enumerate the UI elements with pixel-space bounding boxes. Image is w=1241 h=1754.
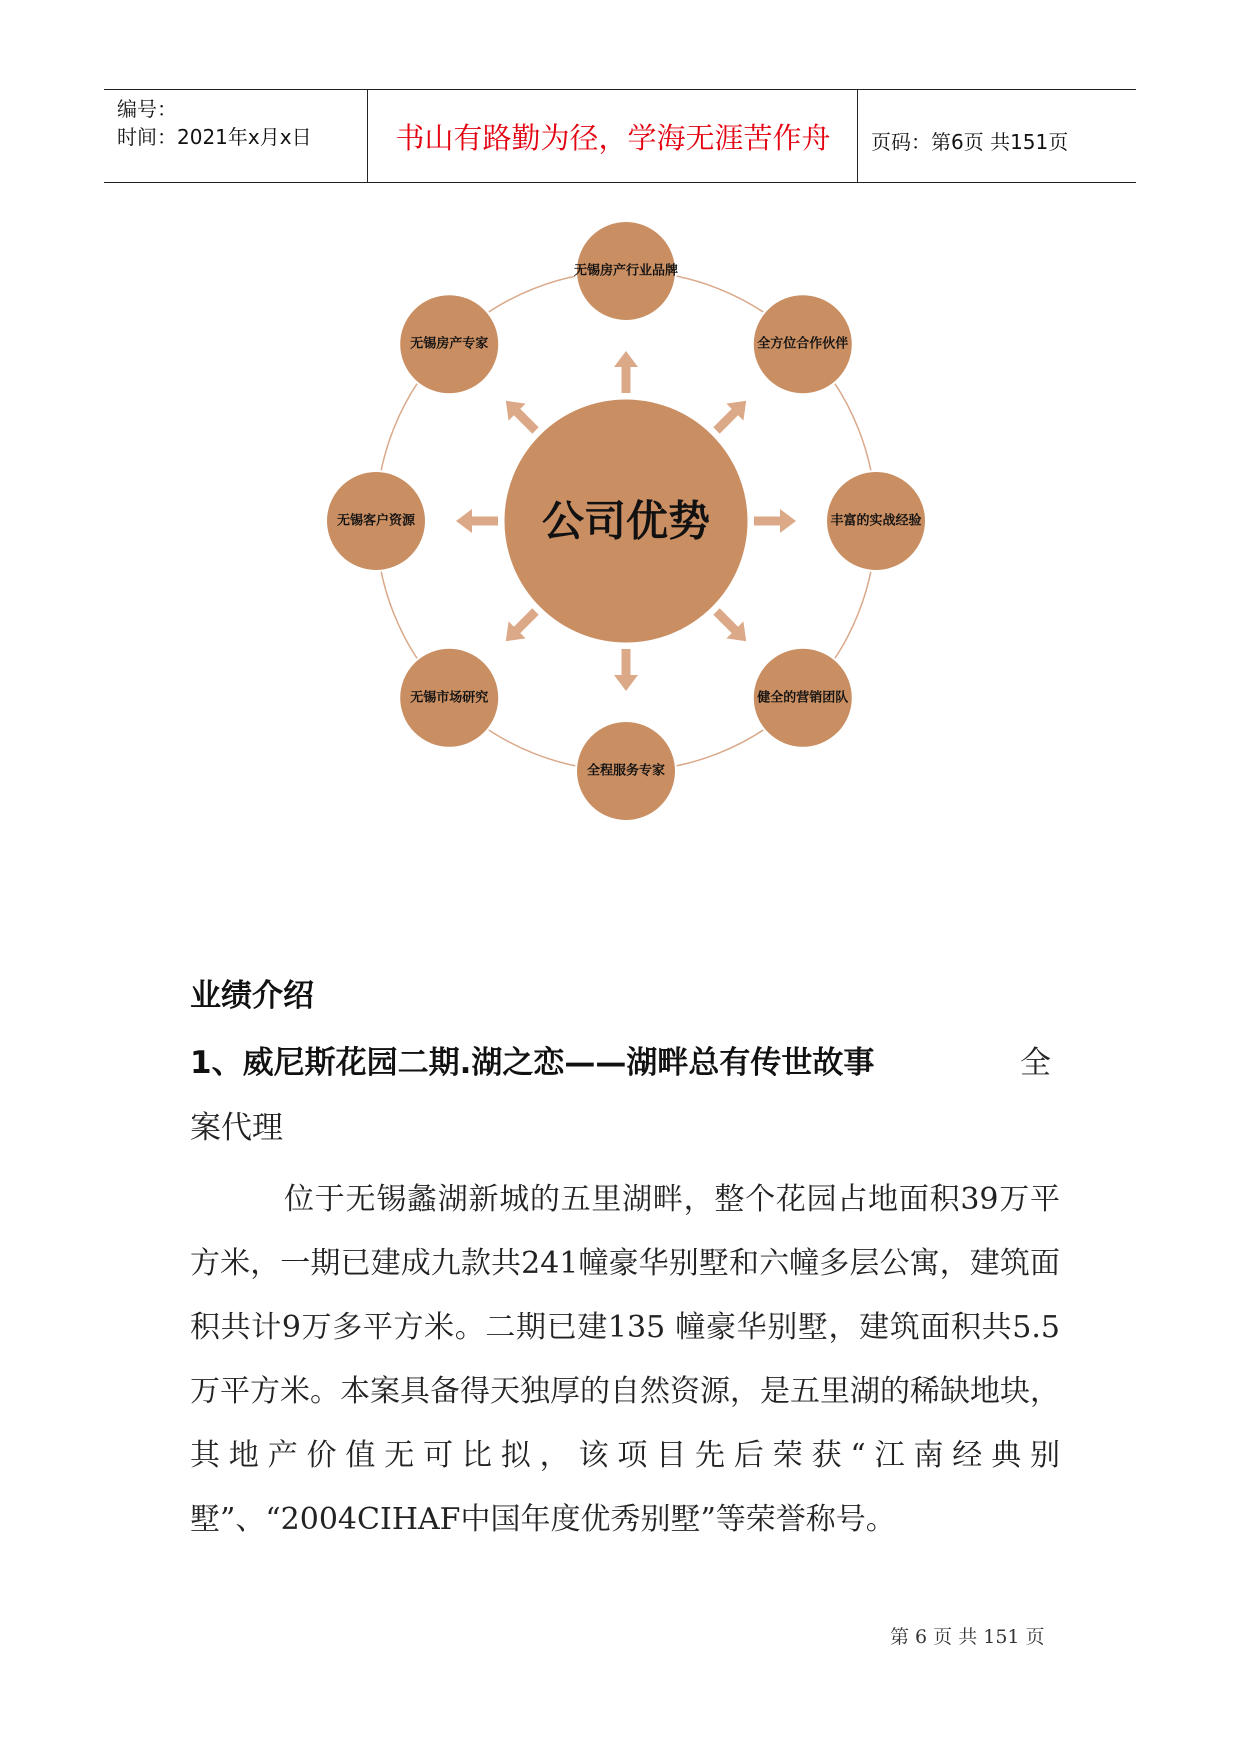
arrow-icon xyxy=(713,608,746,641)
node-label: 无锡市场研究 xyxy=(410,690,489,706)
serial-number-label: 编号： xyxy=(117,97,177,121)
arrow-icon xyxy=(506,401,539,434)
project-tag-start: 全 xyxy=(1020,1045,1051,1081)
header-bottom-rule xyxy=(104,182,1136,183)
center-label: 公司优势 xyxy=(541,496,711,546)
header-page-info: 页码：第6页 共151页 xyxy=(871,130,1069,154)
arrow-icon xyxy=(506,608,539,641)
node-label: 无锡房产专家 xyxy=(410,336,489,352)
arrow-icon xyxy=(614,351,638,393)
project-tag-end: 案代理 xyxy=(190,1110,283,1146)
arrow-icon xyxy=(713,401,746,434)
section-title: 业绩介绍 xyxy=(190,978,314,1014)
project-title: 1、威尼斯花园二期.湖之恋——湖畔总有传世故事 xyxy=(190,1045,875,1081)
node-label: 丰富的实战经验 xyxy=(830,513,922,529)
project-description: 位于无锡蠡湖新城的五里湖畔，整个花园占地面积39万平方米，一期已建成九款共241幢豪华别墅和六幢多层公寓，建筑面积共计9万多平方米。二期已建135 幢豪华别墅，建筑面积共5.5万平方米。本案具备得天独厚的自然资源，是五里湖的稀缺地块，其地产价值无可比拟，该项目先后荣获“江南经典别墅”、“2004CIHAF中国年度优秀别墅”等荣誉称号。 xyxy=(190,1182,1060,1537)
node-label: 无锡客户资源 xyxy=(336,513,416,529)
page-footer: 第 6 页 共 151 页 xyxy=(890,1626,1045,1648)
header-motto: 书山有路勤为径，学海无涯苦作舟 xyxy=(395,121,831,155)
node-label: 无锡房产行业品牌 xyxy=(573,263,679,279)
node-label: 健全的营销团队 xyxy=(757,690,849,706)
company-advantages-diagram xyxy=(300,190,940,840)
diagram-canvas xyxy=(300,190,940,840)
node-label: 全程服务专家 xyxy=(586,763,666,779)
node-label: 全方位合作伙伴 xyxy=(757,336,849,352)
arrow-icon xyxy=(614,649,638,691)
header-top-rule xyxy=(104,89,1136,90)
time-label: 时间：2021年x月x日 xyxy=(117,125,312,149)
arrow-icon xyxy=(456,509,498,533)
arrow-icon xyxy=(754,509,796,533)
